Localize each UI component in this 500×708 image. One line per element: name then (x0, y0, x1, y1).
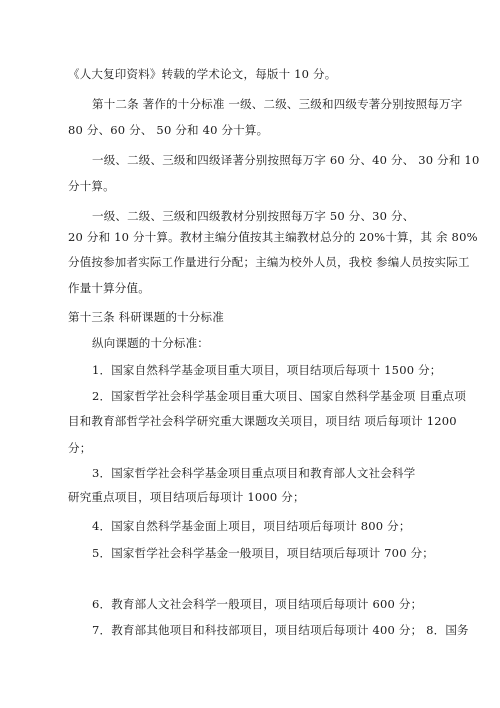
text-line-14: 目和教育部哲学社会科学研究重大课题攻关项目，项目结 项后每项计 1200 (68, 414, 457, 428)
text-line-5: 分十算。 (68, 179, 115, 193)
text-line-21: 7．教育部其他项目和科技部项目，项目结项后每项计 400 分； 8．国务 (92, 623, 469, 637)
text-line-12: 1．国家自然科学基金项目重大项目，项目结项后每项十 1500 分； (92, 363, 442, 377)
text-line-2: 第十二条 著作的十分标准 一级、二级、三级和四级专著分别按照每万字 (92, 97, 463, 111)
text-line-9: 作量十算分值。 (68, 281, 150, 295)
text-line-10: 第十三条 科研课题的十分标准 (68, 310, 224, 324)
text-line-20: 6．教育部人文社会科学一般项目，项目结项后每项计 600 分； (92, 597, 423, 611)
text-line-7: 20 分和 10 分十算。教材主编分值按其主编教材总分的 20%十算，其 余 80% (68, 230, 478, 244)
text-line-16: 3．国家哲学社会科学基金项目重点项目和教育部人文社会科学 (92, 466, 416, 480)
text-line-18: 4．国家自然科学基金面上项目，项目结项后每项计 800 分； (92, 519, 411, 533)
text-line-6: 一级、二级、三级和四级教材分别按照每万字 50 分、30 分、 (92, 209, 415, 223)
text-line-1: 《人大复印资料》转载的学术论文，每版十 10 分。 (68, 67, 337, 81)
text-line-17: 研究重点项目，项目结项后每项计 1000 分； (68, 490, 305, 504)
text-line-3: 80 分、60 分、 50 分和 40 分十算。 (68, 123, 269, 137)
text-line-8: 分值按参加者实际工作量进行分配；主编为校外人员，我校 参编人员按实际工 (68, 255, 470, 269)
text-line-15: 分； (68, 441, 92, 455)
text-line-11: 纵向课题的十分标准： (92, 336, 209, 350)
text-line-4: 一级、二级、三级和四级译著分别按照每万字 60 分、40 分、 30 分和 10 (92, 153, 480, 167)
text-line-13: 2．国家哲学社会科学基金项目重大项目、国家自然科学基金项 目重点项 (92, 389, 467, 403)
text-line-19: 5．国家哲学社会科学基金一般项目，项目结项后每项计 700 分； (92, 546, 434, 560)
